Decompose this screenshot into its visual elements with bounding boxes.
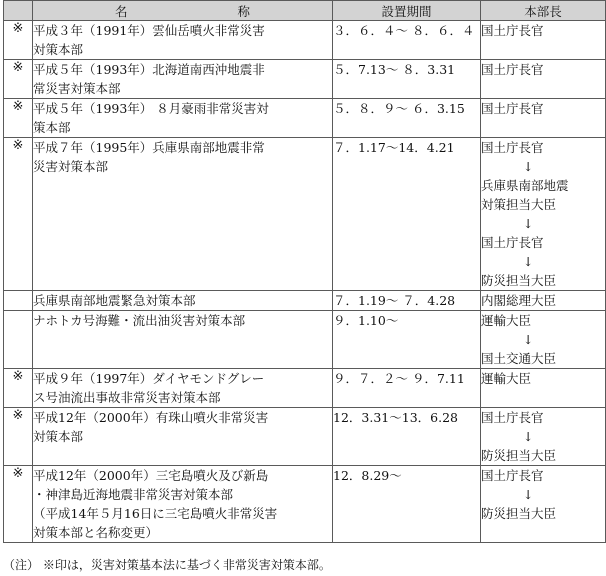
header-period: 設置期間 [333,1,481,21]
chief-line: 国土庁長官 [481,235,544,250]
row-name-line: 平成９年（1997年）ダイヤモンドグレー [33,371,265,386]
table-row [4,466,606,543]
chief-line: 防災担当大臣 [481,273,557,288]
row-name-line: 平成７年（1995年）兵庫県南部地震非常 [33,140,265,155]
chief-line: 防災担当大臣 [481,448,557,463]
chief-line: 防災担当大臣 [481,506,557,521]
table-row [4,408,606,466]
row-period: ３．６．４～ ８．６．４ [333,21,481,60]
row-name-line: 対策本部 [33,429,84,444]
row-chief [481,291,606,311]
row-period: ７．1.17～14．4.21 [333,138,481,291]
row-chief [481,369,606,408]
table-row [4,99,606,138]
down-arrow-icon: ↓ [523,216,534,231]
row-chief [481,466,606,543]
row-name [33,291,333,311]
table-row [4,311,606,369]
row-name-line: 対策本部と名称変更） [33,525,159,540]
table-row [4,291,606,311]
row-chief [481,99,606,138]
row-name-line: 平成12年（2000年）三宅島噴火及び新島 [33,468,269,483]
chief-line: 国土庁長官 [481,62,544,77]
header-name-left: 名 [115,3,128,19]
down-arrow-icon: ↓ [523,159,534,174]
chief-line: 内閣総理大臣 [481,293,557,308]
chief-line: 兵庫県南部地震 [481,178,569,193]
row-name-line: 兵庫県南部地震緊急対策本部 [33,293,196,308]
row-name [33,138,333,291]
chief-line: 運輸大臣 [481,371,532,386]
row-chief [481,408,606,466]
table-header-row [4,1,606,21]
row-mark: ※ [4,408,33,466]
row-name [33,466,333,543]
row-mark: ※ [4,99,33,138]
chief-line: 対策担当大臣 [481,197,557,212]
row-name-line: ・神津島近海地震非常災害対策本部 [33,487,234,502]
row-mark: ※ [4,138,33,291]
chief-line: 国土庁長官 [481,140,544,155]
row-chief [481,138,606,291]
down-arrow-icon: ↓ [523,254,534,269]
row-name [33,369,333,408]
row-period: ９．７．２～ ９．7.11 [333,369,481,408]
row-name-line: 常災害対策本部 [33,81,121,96]
row-name [33,60,333,99]
table-note: （注） ※印は，災害対策基本法に基づく非常災害対策本部。 [3,558,331,572]
row-mark [4,291,33,311]
row-mark: ※ [4,21,33,60]
down-arrow-icon: ↓ [523,487,534,502]
row-chief [481,311,606,369]
row-name [33,21,333,60]
header-name [33,1,333,21]
row-mark: ※ [4,466,33,543]
row-chief [481,21,606,60]
header-name-right: 称 [237,3,250,19]
table-body [4,21,606,543]
row-name [33,311,333,369]
row-name-line: （平成14年５月16日に三宅島噴火非常災害 [33,506,278,521]
row-mark: ※ [4,369,33,408]
disaster-headquarters-table [3,0,606,543]
table-row [4,369,606,408]
chief-line: 国土庁長官 [481,23,544,38]
row-name-line: 平成５年（1993年）北海道南西沖地震非 [33,62,265,77]
header-chief: 本部長 [481,1,606,21]
row-name-line: 平成12年（2000年）有珠山噴火非常災害 [33,410,269,425]
row-name-line: 対策本部 [33,42,84,57]
down-arrow-icon: ↓ [523,332,534,347]
row-name-line: ス号油流出事故非常災害対策本部 [33,390,221,405]
row-name-line: 災害対策本部 [33,159,109,174]
chief-line: 運輸大臣 [481,313,532,328]
header-mark [4,1,33,21]
row-period: ５．８．９～ ６．3.15 [333,99,481,138]
table-row [4,138,606,291]
row-period: ７．1.19～ ７．4.28 [333,291,481,311]
row-mark [4,311,33,369]
chief-line: 国土庁長官 [481,101,544,116]
chief-line: 国土庁長官 [481,410,544,425]
chief-line: 国土庁長官 [481,468,544,483]
row-period: 12．8.29～ [333,466,481,543]
row-name-line: 平成５年（1993年） ８月豪雨非常災害対 [33,101,269,116]
row-name-line: 策本部 [33,120,71,135]
row-period: ９．1.10～ [333,311,481,369]
row-name [33,408,333,466]
row-name-line: 平成３年（1991年）雲仙岳噴火非常災害 [33,23,265,38]
row-chief [481,60,606,99]
row-mark: ※ [4,60,33,99]
down-arrow-icon: ↓ [523,429,534,444]
row-name [33,99,333,138]
row-period: ５．7.13～ ８．3.31 [333,60,481,99]
chief-line: 国土交通大臣 [481,351,557,366]
table-row [4,60,606,99]
row-name-line: ナホトカ号海難・流出油災害対策本部 [33,313,246,328]
table-row [4,21,606,60]
row-period: 12．3.31～13．6.28 [333,408,481,466]
